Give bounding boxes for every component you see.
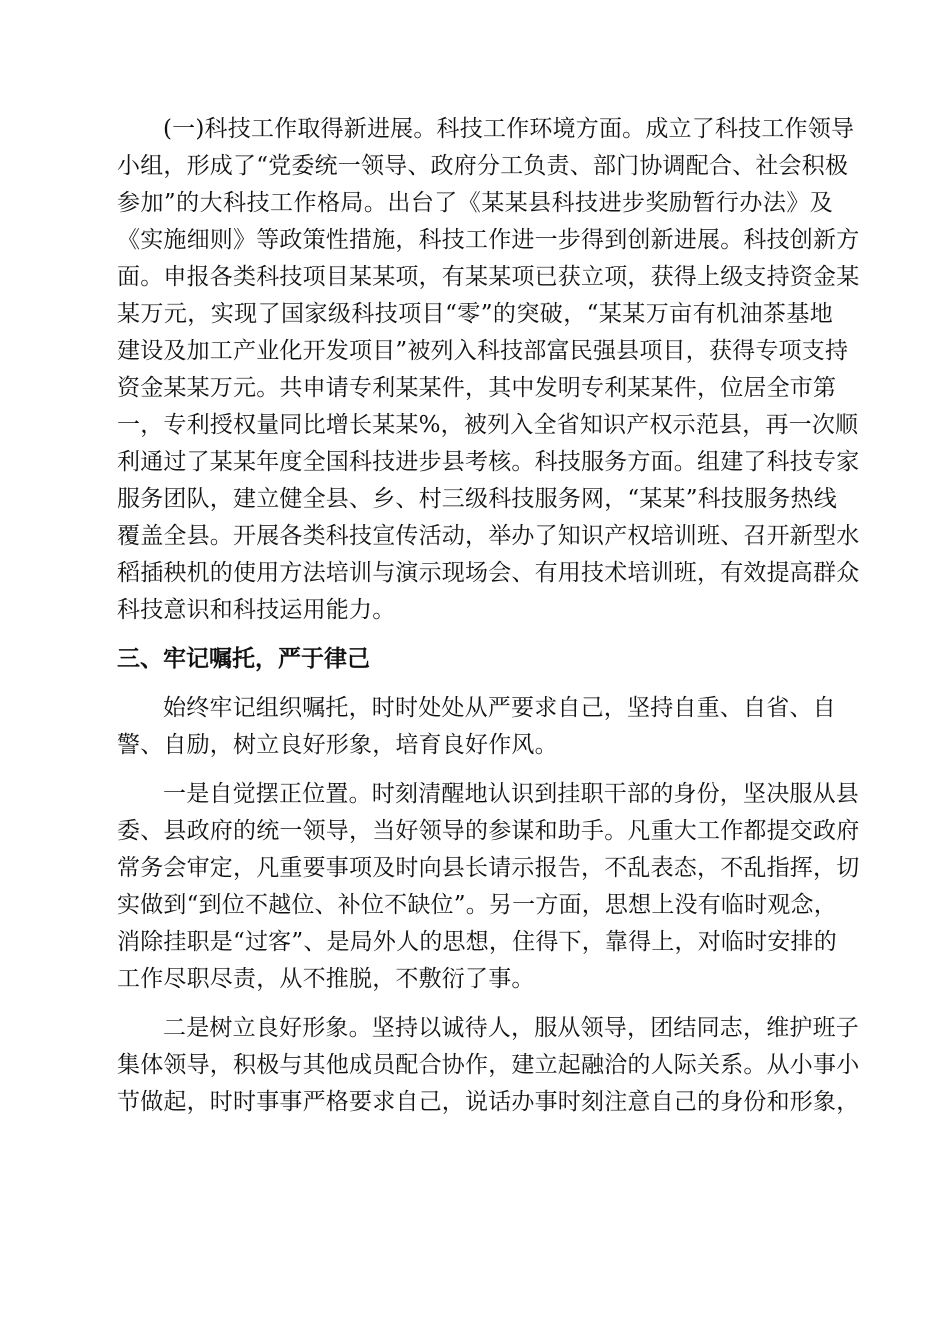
text-line: 服务团队，建立健全县、乡、村三级科技服务网，“某某”科技服务热线	[117, 486, 837, 512]
text-line: 资金某某万元。共申请专利某某件，其中发明专利某某件，位居全市第	[117, 375, 837, 401]
text-line: 节做起，时时事事严格要求自己，说话办事时刻注意自己的身份和形象，	[117, 1089, 860, 1115]
text-line: (一)科技工作取得新进展。科技工作环境方面。成立了科技工作领导	[163, 116, 855, 142]
text-line: 某万元，实现了国家级科技项目“零”的突破，“某某万亩有机油茶基地	[117, 301, 833, 327]
text-line: 始终牢记组织嘱托，时时处处从严要求自己，坚持自重、自省、自	[163, 695, 836, 721]
text-line: 集体领导，积极与其他成员配合协作，建立起融洽的人际关系。从小事小	[117, 1052, 860, 1078]
text-line: 参加”的大科技工作格局。出台了《某某县科技进步奖励暂行办法》及	[117, 190, 833, 216]
section-heading: 三、牢记嘱托，严于律己	[117, 646, 370, 672]
text-line: 利通过了某某年度全国科技进步县考核。科技服务方面。组建了科技专家	[117, 449, 860, 475]
text-line: 委、县政府的统一领导，当好领导的参谋和助手。凡重大工作都提交政府	[117, 818, 860, 844]
text-line: 建设及加工产业化开发项目”被列入科技部富民强县项目，获得专项支持	[117, 338, 849, 364]
paragraph-good-image	[117, 1010, 860, 1121]
text-line: 小组，形成了“党委统一领导、政府分工负责、部门协调配合、社会积极	[117, 153, 849, 179]
paragraph-remember-entrustment	[117, 690, 836, 764]
text-line: 科技意识和科技运用能力。	[117, 597, 396, 623]
text-line: 警、自励，树立良好形象，培育良好作风。	[117, 732, 558, 758]
text-line: 一，专利授权量同比增长某某%，被列入全省知识产权示范县，再一次顺	[117, 412, 859, 438]
document-body	[117, 111, 860, 1133]
paragraph-correct-position	[117, 776, 860, 998]
text-line: 工作尽职尽责，从不推脱，不敷衍了事。	[117, 966, 535, 992]
text-line: 稻插秧机的使用方法培训与演示现场会、有用技术培训班，有效提高群众	[117, 560, 860, 586]
text-line: 覆盖全县。开展各类科技宣传活动，举办了知识产权培训班、召开新型水	[117, 523, 860, 549]
text-line: 二是树立良好形象。坚持以诚待人，服从领导，团结同志，维护班子	[163, 1015, 859, 1041]
text-line: 《实施细则》等政策性措施，科技工作进一步得到创新进展。科技创新方	[117, 227, 860, 253]
text-line: 常务会审定，凡重要事项及时向县长请示报告，不乱表态，不乱指挥，切	[117, 855, 860, 881]
text-line: 实做到“到位不越位、补位不缺位”。另一方面，思想上没有临时观念，	[117, 892, 837, 918]
text-line: 消除挂职是“过客”、是局外人的思想，住得下，靠得上，对临时安排的	[117, 929, 837, 955]
paragraph-tech-progress	[117, 111, 860, 629]
text-line: 面。申报各类科技项目某某项，有某某项已获立项，获得上级支持资金某	[117, 264, 860, 290]
text-line: 一是自觉摆正位置。时刻清醒地认识到挂职干部的身份，坚决服从县	[163, 781, 859, 807]
